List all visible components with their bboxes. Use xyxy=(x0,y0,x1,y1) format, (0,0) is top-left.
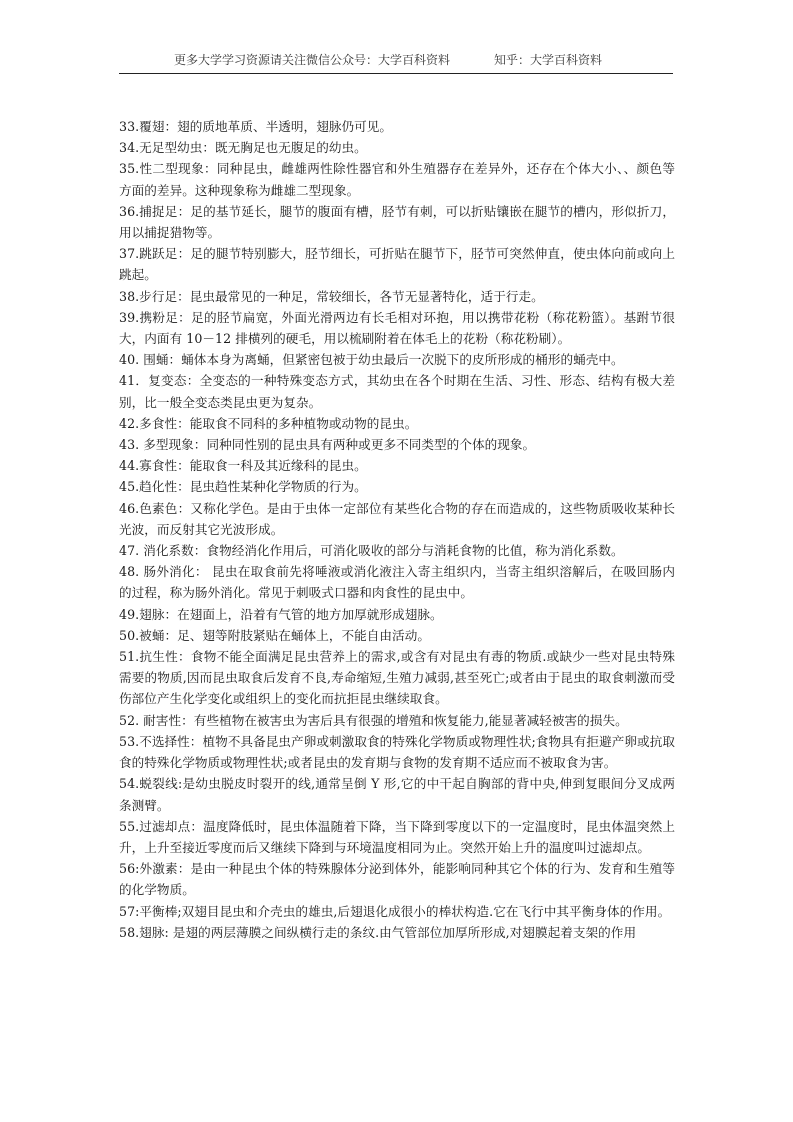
entry-49: 49.翅脉：在翅面上，沿着有气管的地方加厚就形成翅脉。 xyxy=(119,606,443,622)
entry-54: 54.蜕裂线:是幼虫脱皮时裂开的线,通常呈倒 Y 形,它的中干起自胸部的背中央,伸到复眼间分叉成两条测臂。 xyxy=(119,776,675,813)
entry-53: 53.不选择性：植物不具备昆虫产卵或刺激取食的特殊化学物质或物理性状;食物具有拒避产卵或抗取食的特殊化学物质或物理性状;或者昆虫的发育期与食物的发育期不适应而不被取食为害。 xyxy=(119,733,675,771)
entry-41: 41．复变态：全变态的一种特殊变态方式，其幼虫在各个时期在生活、习性、形态、结构有极大差别，比一般全变态类昆虫更为复杂。 xyxy=(119,373,675,410)
entry-45: 45.趋化性：昆虫趋性某种化学物质的行为。 xyxy=(119,479,367,495)
entry-57: 57:平衡棒;双翅目昆虫和介壳虫的雄虫,后翅退化成很小的棒状构造.它在飞行中其平衡身体的作用。 xyxy=(119,903,671,919)
entry-55: 55.过滤却点：温度降低时，昆虫体温随着下降，当下降到零度以下的一定温度时，昆虫体温突然上升，上升至接近零度而后又继续下降到与环境温度相同为止。突然开始上升的温度叫过滤却点。 xyxy=(119,818,675,855)
entry-38: 38.步行足：昆虫最常见的一种足，常较细长，各节无显著特化，适于行走。 xyxy=(119,288,544,304)
header-zhihu-notice: 知乎：大学百科资料 xyxy=(494,53,603,67)
entry-36: 36.捕捉足：足的基节延长，腿节的腹面有槽，胫节有刺，可以折贴镶嵌在腿节的槽内，形似折刀，用以捕捉猎物等。 xyxy=(119,203,675,241)
entry-46: 46.色素色：又称化学色。是由于虫体一定部位有某些化合物的存在而造成的，这些物质吸收某种长光波，而反射其它光波形成。 xyxy=(119,500,675,537)
entry-44: 44.寡食性：能取食一科及其近缘科的昆虫。 xyxy=(119,458,367,474)
entry-33: 33.覆翅：翅的质地革质、半透明，翅脉仍可见。 xyxy=(119,119,393,134)
entry-43: 43. 多型现象：同种同性别的昆虫具有两种或更多不同类型的个体的现象。 xyxy=(119,437,536,453)
entry-50: 50.被蛹：足、翅等附肢紧贴在蛹体上，不能自由活动。 xyxy=(119,627,430,643)
entry-48: 48. 肠外消化： 昆虫在取食前先将唾液或消化液注入寄主组织内，当寄主组织溶解后，在吸回肠内的过程，称为肠外消化。常见于刺吸式口器和肉食性的昆虫中。 xyxy=(119,564,675,601)
entry-34: 34.无足型幼虫：既无胸足也无腹足的幼虫。 xyxy=(119,140,367,156)
entry-39: 39.携粉足：足的胫节扁宽，外面光滑两边有长毛相对环抱，用以携带花粉（称花粉篮）。基跗节很大，内面有 10－12 排横列的硬毛，用以梳刷附着在体毛上的花粉（称花粉刷）。 xyxy=(119,309,675,347)
entry-40: 40. 围蛹：蛹体本身为离蛹，但紧密包被于幼虫最后一次脱下的皮所形成的桶形的蛹壳中。 xyxy=(119,352,624,368)
entry-58: 58.翅脉: 是翅的两层薄膜之间纵横行走的条纹.由气管部位加厚所形成,对翅膜起着支架的作用 xyxy=(119,924,637,940)
page-header xyxy=(119,52,673,72)
entry-51: 51.抗生性：食物不能全面满足昆虫营养上的需求,或含有对昆虫有毒的物质.或缺少一些对昆虫特殊需要的物质,因而昆虫取食后发育不良,寿命缩短,生殖力减弱,甚至死亡;或者由于昆虫的取食刺激而受伤部位产生化学变化或组织上的变化而抗拒昆虫继续取食。 xyxy=(119,649,675,707)
glossary-body xyxy=(119,116,675,943)
entry-52: 52. 耐害性：有些植物在被害虫为害后具有很强的增殖和恢复能力,能显著减轻被害的损失。 xyxy=(119,712,628,728)
entry-35: 35.性二型现象：同种昆虫，雌雄两性除性器官和外生殖器存在差异外，还存在个体大小、、颜色等方面的差异。这种现象称为雌雄二型现象。 xyxy=(119,161,675,198)
entry-47: 47. 消化系数：食物经消化作用后，可消化吸收的部分与消耗食物的比值，称为消化系数。 xyxy=(119,543,624,559)
entry-42: 42.多食性：能取食不同科的多种植物或动物的昆虫。 xyxy=(119,415,418,431)
header-divider xyxy=(119,73,673,74)
entry-37: 37.跳跃足：足的腿节特别膨大，胫节细长，可折贴在腿节下，胫节可突然伸直，使虫体向前或向上跳起。 xyxy=(119,246,675,283)
header-wechat-notice: 更多大学学习资源请关注微信公众号：大学百科资料 xyxy=(174,53,451,67)
entry-56: 56:外激素：是由一种昆虫个体的特殊腺体分泌到体外，能影响同种其它个体的行为、发育和生殖等的化学物质。 xyxy=(119,861,675,898)
